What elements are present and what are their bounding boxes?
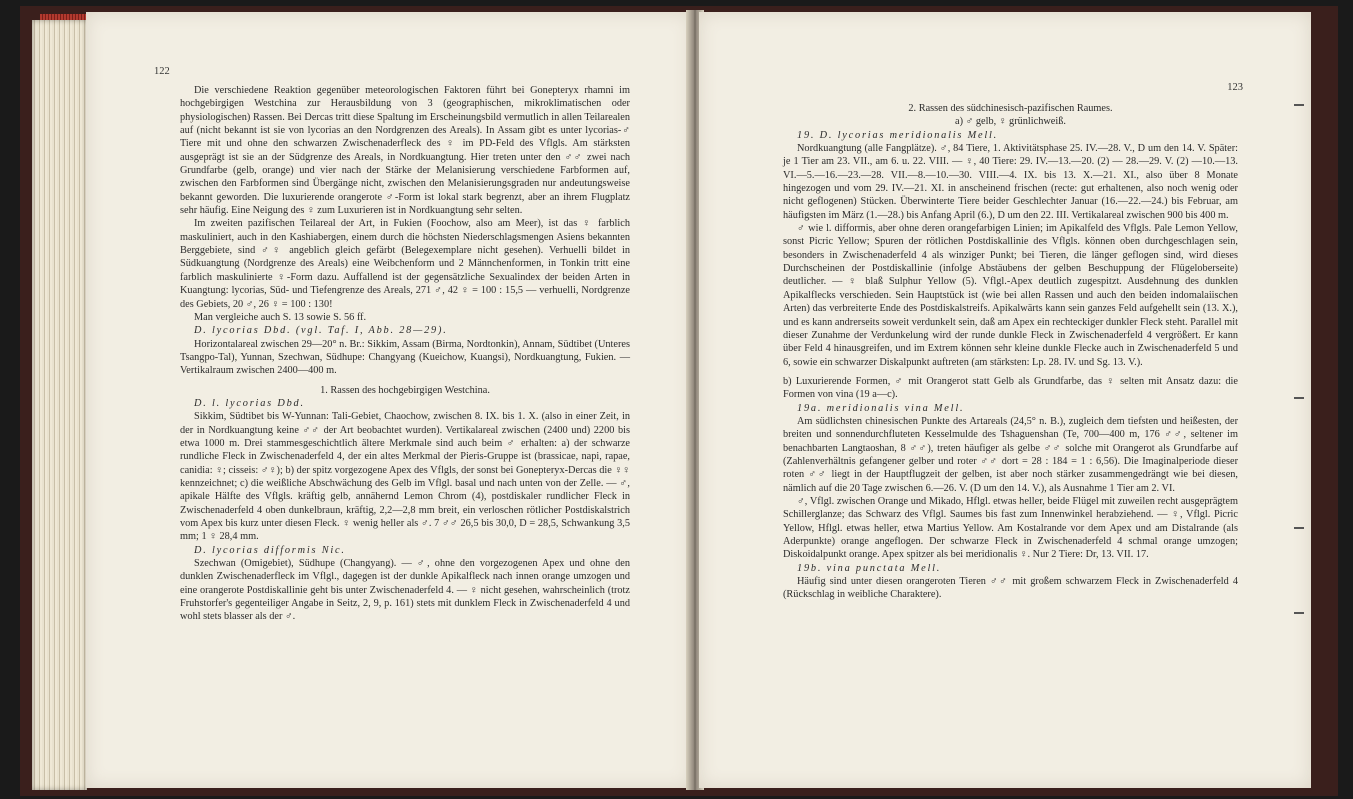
paragraph: Im zweiten pazifischen Teilareal der Art, in Fukien (Foochow, also am Meer), ist das ♀ farblich maskuliniert, auch in den Kashiabergen, einem durch die höchsten Niederschlagsmengen Asiens bekannten Berggebiete, sind ♂♀ angeblich gleich gefärbt (Belegexemplare nicht gesehen). Verhuelli bildet in Südkuangtung (Nordgrenze des Areals) eine Weibchenform und 2 Männchenformen, in Tonkin tritt eine farblich maskulinierte ♀-Form dazu. Auffallend ist der gegensätzliche Sexualindex der beiden Arten in Kuangtung: lycorias, Süd- und Tiefengrenze des Areals, 271 ♂, 42 ♀ = 100 : 15,5 — verhuelli, Nordgrenze des Gebiets, 20 ♂, 26 ♀ = 100 : 130! [180,218,630,310]
paragraph: Horizontalareal zwischen 29—20° n. Br.: Sikkim, Assam (Birma, Nordtonkin), Annam, Südtibet (Unteres Tsangpo-Tal), Yunnan, Szechwan, Südhupe: Changyang (Kueichow, Kuangsi), Nordkuangtung, Fukien. — Vertikalraum zwischen 2400—400 m. [180,338,630,377]
taxon-heading: 19a. meridionalis vina Mell. [797,402,965,414]
taxon-heading: D. lycorias difformis Nic. [194,544,346,556]
margin-mark [1294,104,1304,106]
taxon-heading: D. lycorias Dbd. (vgl. Taf. I, Abb. 28—29). [194,325,448,337]
right-text-column [783,102,1238,602]
paragraph: ♂ wie l. difformis, aber ohne deren orangefarbigen Linien; im Apikalfeld des Vflgls. Pale Lemon Yellow, sonst Picric Yellow; Spuren der rötlichen Postdiskallinie des Vflgls. können oben durchgeschlagen sein, besonders in Zwischenaderfeld 4 als winziger Punkt; bei Tieren, die länger geflogen sind, wird dieses Durchscheinen der Postdiskallinie (infolge Abstäubens der gelben Beschuppung der Flügeloberseite) deutlicher. — ♀ blaß Sulphur Yellow (5). Vflgl.-Apex deutlich zugespitzt. Ausdehnung des dunklen Apikalflecks verschieden. Sein Hauptstück ist (wie bei allen Rassen und auch den beiden indomalaiischen Arten) das verbreiterte Ende des Postdiskalstreifs. Apikalwärts kann sein ganzes Feld aufgehellt sein (13. X.), und es kann andrerseits soweit verdunkelt sein, daß am Apex ein rechteckiger dunkler Fleck steht. Parallel mit dieser Zunahme der Verdunkelung wird der runde dunkle Fleck in Zwischenaderfeld 4 vergrößert. Er kann über Feld 4 hinausgreifen, und im Extrem können sehr kleine dunkle Flecke auch in Zwischenaderfeld 5 und 6, sowie ein schwarzer Diskalpunkt auftreten (am stärksten: Lp. 28. IV. und Sg. 13. V.). [783,223,1238,368]
paragraph: ♂, Vflgl. zwischen Orange und Mikado, Hflgl. etwas heller, beide Flügel mit zuweilen recht ausgeprägtem Schillerglanze; das Schwarz des Vflgl. Saumes bis fast zum Innenwinkel herabziehend. — ♀, Vflgl. Picric Yellow, Hflgl. etwas heller, etwa Martius Yellow. Am Kostalrande vor dem Apex und am Distalrande (als Aderpunkte) orange angeflogen. Der schwarze Fleck in Zwischenaderfeld 4 schmal orange umzogen; Diskoidalpunkt orange. Apex spitzer als bei meridionalis ♀. Nur 2 Tiere: Dr, 13. VII. 17. [783,495,1238,561]
page-number: 122 [154,66,170,77]
left-text-column [180,84,630,624]
section-heading: 2. Rassen des südchinesisch-pazifischen Raumes. [908,103,1113,114]
paragraph: Man vergleiche auch S. 13 sowie S. 56 ff. [194,311,367,323]
subsection-heading: b) Luxurierende Formen, ♂ mit Orangerot statt Gelb als Grundfarbe, das ♀ selten mit Ansatz dazu: die Formen von vina (19 a—c). [783,375,1238,401]
paragraph: Am südlichsten chinesischen Punkte des Artareals (24,5° n. B.), zugleich dem tiefsten und heißesten, der breiten und sonnendurchfluteten Kesselmulde des Tshaguenshan (Te, 700—400 m, 176 ♂♂, seltener im benachbarten Langtaoshan, 8 ♂♂), treten häufiger als gelbe ♂♂ solche mit Orangerot als Grundfarbe auf (Zahlenverhältnis gefangener gelber und roter ♂♂ dort = 28 : 184 = 1 : 6,56). Die Imaginalperiode dieser roten ♂♂ liegt in der Hauptflugzeit der gelben, ist aber noch stärker zusammengedrängt wie bei diesen, nämlich auf die 20 Tage zwischen 6.—26. V. (D um den 14. V.), als Ausnahme 1 Tier am 2. VI. [783,415,1238,494]
taxon-heading: 19b. vina punctata Mell. [797,562,942,574]
paragraph: Szechwan (Omigebiet), Südhupe (Changyang). — ♂, ohne den vorgezogenen Apex und ohne den dunklen Zwischenaderfleck im Vflgl., dagegen ist der dunkle Apikalfleck nach innen orange umzogen und eine orangerote Postdiskallinie geht bis unter Zwischenaderfeld 4. — ♀ nicht gesehen, wahrscheinlich (trotz Fruhstorfer's gegenteiliger Angabe in Seitz, 2, 9, p. 161) stets mit dunklem Fleck in Zwischenaderfeld 4 und wohl stets blasser als der ♂. [180,558,630,623]
right-page [699,12,1311,788]
margin-mark [1294,612,1304,614]
taxon-heading: D. l. lycorias Dbd. [194,397,305,409]
paragraph: Häufig sind unter diesen orangeroten Tieren ♂♂ mit großem schwarzem Fleck in Zwischenaderfeld 4 (Rückschlag in weibliche Charaktere). [783,576,1238,601]
taxon-heading: 19. D. lycorias meridionalis Mell. [797,129,999,141]
paragraph: Sikkim, Südtibet bis W-Yunnan: Tali-Gebiet, Chaochow, zwischen 8. IX. bis 1. X. (also in einer Zeit, in der in Nordkuangtung keine ♂♂ der Art beobachtet wurden). Vertikalareal zwischen (2400 und) 2200 bis etwa 1000 m. Drei stammesgeschichtlich ältere Merkmale sind auch beim ♂ erhalten: a) der schwarze rundliche Fleck in Zwischenaderfeld 4, der ein altes Merkmal der Pieris-Gruppe ist (brassicae, napi, rapae, canidia: ♀; cisseis: ♂♀); b) der spitz vorgezogene Apex des Vflgls, der sonst bei Gonepteryx-Dercas die ♀♀ kennzeichnet; c) die weißliche Abschwächung des Gelb im Vflgl. basal und nach unten von der Zelle. — ♂, apikale Hälfte des Vflgls. kräftig gelb, annähernd Lemon Chrom (4), postdiskaler rundlicher Fleck in Zwischenaderfeld 4 oben dunkelbraun, kräftig, 2,2—2,8 mm breit, ein verloschen rötlicher Postdiskalstrich vom Apex bis kurz unter diesen Fleck. ♀ wenig heller als ♂. 7 ♂♂ 26,5 bis 30,0, D = 28,5, Schwankung 3,5 mm; 1 ♀ 28,4 mm. [180,411,630,543]
left-page [86,12,691,788]
page-number: 123 [1227,82,1243,93]
paragraph: Nordkuangtung (alle Fangplätze). ♂, 84 Tiere, 1. Aktivitätsphase 25. IV.—28. V., D um den 14. V. Später: je 1 Tier am 23. VII., am 6. u. 22. VIII. — ♀, 40 Tiere: 29. IV.—13.—20. (2) — 28.—29. V. (2) —10.—13. VI.—5.—16.—23.—28. VII.—8.—10.—30. VIII.—4. IX. bis 13. X.—21. XI., also über 8 Monate hingezogen und vom 29. IV.—21. XI. in anscheinend frischen (recte: gut erhaltenen, also noch wenig oder nicht geflogenen) Stücken. Überwinterte Tiere beider Geschlechter Januar (16.—22.—24.) bis Februar, am häufigsten im März (1.—28.) bis Anfang April (6.), D um den 22. III. Vertikalareal zwischen 900 bis 400 m. [783,143,1238,221]
subsection-heading: a) ♂ gelb, ♀ grünlichweiß. [955,116,1066,128]
paragraph: Die verschiedene Reaktion gegenüber meteorologischen Faktoren führt bei Gonepteryx rhamni im hochgebirgigen Westchina zur Herausbildung von 3 (geographischen, mikroklimatischen oder physiologischen) Rassen. Bei Dercas tritt diese Spaltung im Erscheinungsbild vermutlich in allen Teilarealen auf (nicht bekannt ist sie von lycorias an den Nordgrenzen des Areals). In Assam gibt es unter lycorias-♂ Tiere mit und ohne den schwarzen Zwischenaderfleck des ♀ im PD-Feld des Vflgls. Am stärksten ausgeprägt ist sie an der Südgrenze des Areals, in Nordkuangtung. Hier treten unter den ♂♂ zwei nach Grundfarbe (gelb, orange) und vier nach der Stärke der Melanisierung verschiedene Farbformen auf, zwischen den Farbformen sind Übergänge nicht, zwischen den Melanisierungsgraden nur andeutungsweise bekannt geworden. Die luxurierende orangerote ♂-Form ist lokal stark begrenzt, aber an ihrem Flugplatz sehr häufig. Eine Neigung des ♀ zum Luxurieren ist in Nordkuangtung sehr selten. [180,85,630,217]
section-heading: 1. Rassen des hochgebirgigen Westchina. [320,384,490,396]
margin-mark [1294,397,1304,399]
margin-mark [1294,527,1304,529]
page-stack-edge [32,20,87,790]
